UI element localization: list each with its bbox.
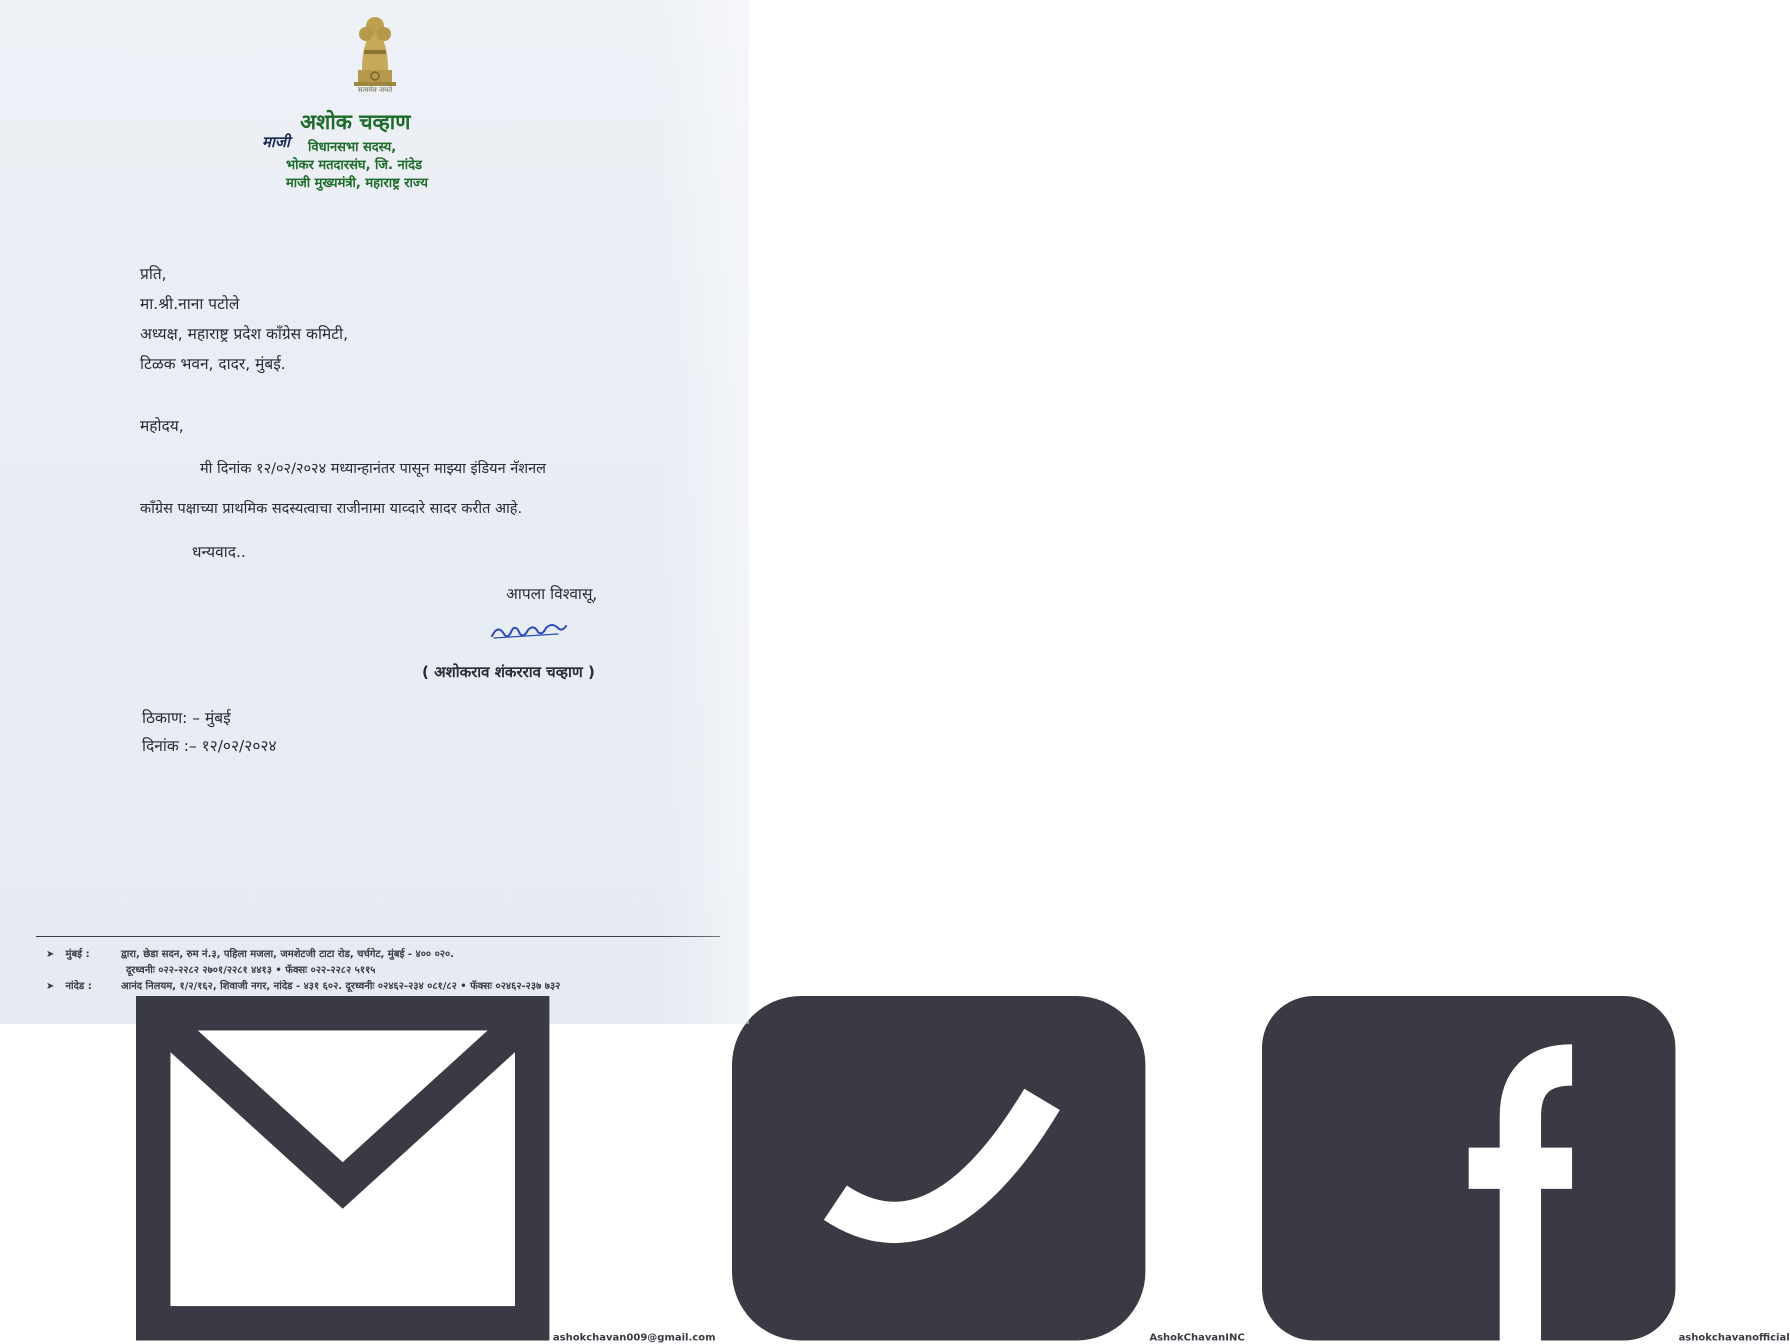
footer-mumbai-phone: दूरध्वनीः ०२२-२२८२ २७०१/२२८१ ४४१३ • फॅक्सः ०२२-२२८२ ५११५ (126, 965, 376, 976)
footer-nanded-label: नांदेड : (65, 981, 92, 992)
letterhead-line-3: माजी मुख्यमंत्री, महाराष्ट्र राज्य (286, 176, 428, 191)
body-paragraph-line-2: काँग्रेस पक्षाच्या प्राथमिक सदस्यत्वाचा राजीनामा याव्दारे सादर करीत आहे. (140, 501, 523, 517)
letterhead-name: अशोक चव्हाण (300, 110, 411, 134)
closing-regards: आपला विश्वासू, (506, 585, 598, 603)
footer-divider (36, 936, 720, 937)
thanks-text: धन्यवाद.. (192, 543, 246, 561)
recipient-address: टिळक भवन, दादर, मुंबई. (140, 355, 286, 373)
footer-mumbai-label: मुंबई : (65, 949, 90, 960)
footer-nanded-address: आनंद निलयम, १/२/१६२, शिवाजी नगर, नांदेड - ४३१ ६०२. दूरध्वनीः ०२४६२-२३४ ०८१/८२ • फॅक्सः ०२४६२-२३७ ७३२ (120, 981, 561, 992)
footer-mumbai-address-row (46, 946, 454, 960)
footer-contacts (136, 996, 1790, 1344)
email-icon (136, 996, 549, 1341)
letterhead-line-2: भोकर मतदारसंघ, जि. नांदेड (286, 158, 422, 173)
signatory-name: ( अशोकराव शंकरराव चव्हाण ) (422, 663, 595, 681)
arrow-right-icon: ➤ (46, 949, 55, 960)
recipient-to: प्रति, (140, 265, 167, 283)
handwritten-signature (488, 618, 572, 644)
letterhead-line-1: विधानसभा सदस्य, (308, 140, 397, 155)
place: ठिकाण: – मुंबई (142, 709, 231, 727)
salutation: महोदय, (140, 417, 184, 435)
footer-mumbai-address: द्वारा, छेडा सदन, रुम नं.३, पहिला मजला, जमशेटजी टाटा रोड, चर्चगेट, मुंबई - ४०० ०२०. (120, 949, 454, 960)
emblem-motto: सत्यमेव जयते (357, 86, 393, 94)
recipient-name: मा.श्री.नाना पटोले (140, 295, 240, 313)
national-emblem-icon (344, 10, 406, 90)
footer-email[interactable]: ashokchavan009@gmail.com (552, 1332, 716, 1344)
footer-nanded-address-row (46, 978, 560, 992)
date: दिनांक :– १२/०२/२०२४ (142, 737, 277, 755)
letterhead-prefix-handwritten: माजी (262, 133, 290, 151)
twitter-icon (732, 996, 1145, 1341)
arrow-right-icon: ➤ (46, 981, 55, 992)
body-paragraph-line-1: मी दिनांक १२/०२/२०२४ मध्यान्हानंतर पासून माझ्या इंडियन नॅशनल (200, 461, 547, 477)
recipient-designation: अध्यक्ष, महाराष्ट्र प्रदेश काँग्रेस कमिटी, (140, 325, 348, 343)
footer-facebook[interactable]: ashokchavanofficial (1678, 1332, 1790, 1344)
facebook-icon (1262, 996, 1675, 1341)
footer-twitter[interactable]: AshokChavanINC (1149, 1332, 1245, 1344)
